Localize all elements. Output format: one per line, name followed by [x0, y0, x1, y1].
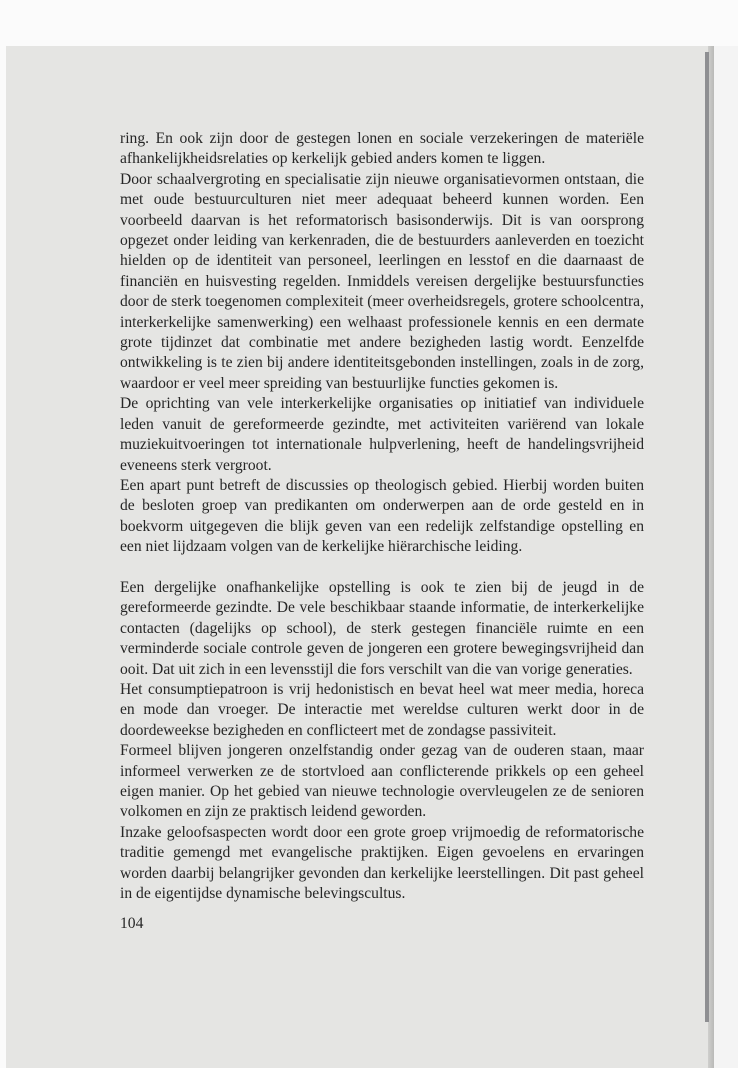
- page-number: 104: [120, 915, 144, 932]
- paragraph: Een dergelijke onafhankelijke opstelling is ook te zien bij de jeugd in de gereformeerde gezindte. De vele beschikbaar staande informatie, de interkerkelijke contacten (dagelijks op school), de sterk gestegen financiële ruimte en een verminderde sociale controle geven de jongeren een grotere bewegingsvrijheid dan ooit. Dat uit zich in een levensstijl die fors verschilt van die van vorige generaties.: [120, 578, 644, 678]
- paragraph: Formeel blijven jongeren onzelfstandig onder gezag van de ouderen staan, maar informeel verwerken ze de stortvloed aan conflicterende prikkels op een geheel eigen manier. Op het gebied van nieuwe technologie overvleugelen ze de senioren volkomen en zijn ze praktisch leidend geworden.: [120, 742, 644, 821]
- paragraph: ring. En ook zijn door de gestegen lonen en sociale verzekeringen de materiële afhankelijkheidsrelaties op kerkelijk gebied anders komen te liggen.: [120, 130, 644, 168]
- binding-shadow: [705, 52, 709, 1022]
- scan-margin: [714, 46, 738, 1068]
- paragraph: De oprichting van vele interkerkelijke organisaties op initiatief van individuele leden vanuit de gereformeerde gezindte, met activiteiten variërend van lokale muziekuitvoeringen tot internationale hulpverlening, heeft de handelingsvrijheid eveneens sterk vergroot.: [120, 395, 644, 474]
- paragraph-gap: [120, 558, 644, 578]
- paragraph: Inzake geloofsaspecten wordt door een grote groep vrijmoedig de reformatorische traditie gemengd met evangelische praktijken. Eigen gevoelens en ervaringen worden daarbij belangrijker gevonden dan kerkelijke leerstellingen. Dit past geheel in de eigentijdse dynamische belevingscultus.: [120, 823, 644, 903]
- paragraph: Een apart punt betreft de discussies op theologisch gebied. Hierbij worden buiten de besloten groep van predikanten om onderwerpen aan de orde gesteld en in boekvorm uitgegeven die blijk geven van een redelijk zelfstandige opstelling en een niet lijdzaam volgen van de kerkelijke hiërarchische leiding.: [120, 476, 644, 556]
- paragraph: Het consumptiepatroon is vrij hedonistisch en bevat heel wat meer media, horeca en mode dan vroeger. De interactie met wereldse culturen werkt door in de doordeweekse bezigheden en conflicteert met de zondagse passiviteit.: [120, 680, 644, 739]
- body-text: [120, 129, 644, 904]
- paragraph: Door schaalvergroting en specialisatie zijn nieuwe organisatievormen ontstaan, die met oude bestuurculturen niet meer adequaat beheerd kunnen worden. Een voorbeeld daarvan is het reformatorisch basisonderwijs. Dit is van oorsprong opgezet onder leiding van kerkenraden, die de bestuurders aanleverden en toezicht hielden op de identiteit van personeel, leerlingen en lesstof en die daarnaast de financiën en huisvesting regelden. Inmiddels vereisen dergelijke bestuursfuncties door de sterk toegenomen complexiteit (meer overheidsregels, grotere schoolcentra, interkerkelijke samenwerking) een welhaast professionele kennis en een dermate grote tijdinzet dat combinatie met andere bezigheden lastig wordt. Eenzelfde ontwikkeling is te zien bij andere identiteitsgebonden instellingen, zoals in de zorg, waardoor er veel meer spreiding van bestuurlijke functies gekomen is.: [120, 170, 644, 392]
